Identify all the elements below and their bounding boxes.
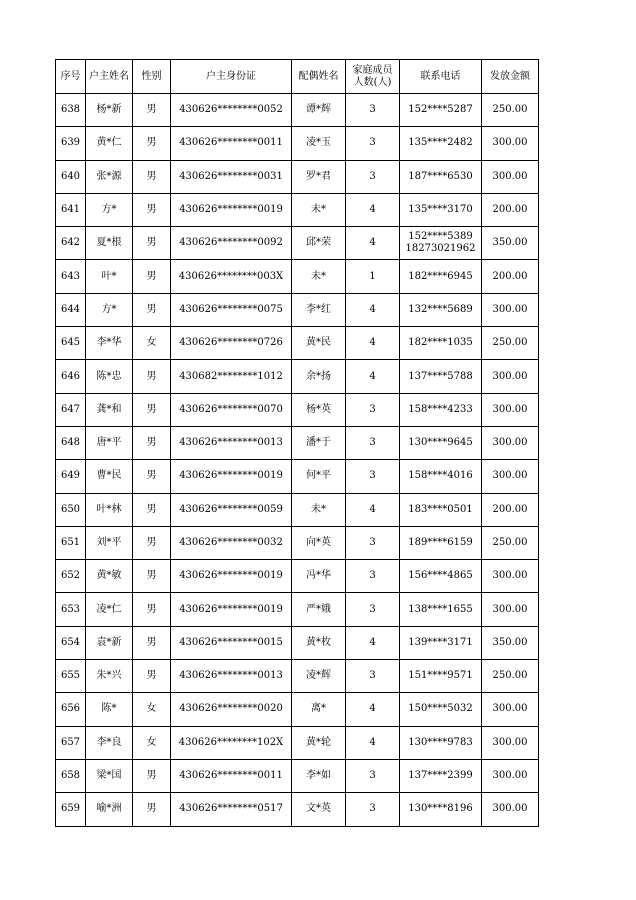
cell-name: 朱*兴 (86, 660, 133, 693)
cell-household-size: 3 (346, 426, 400, 459)
cell-spouse: 潘*于 (292, 426, 346, 459)
cell-phone (400, 260, 482, 293)
cell-household-size: 4 (346, 327, 400, 360)
phone-number: 137****2399 (408, 770, 473, 782)
table-row (56, 726, 539, 759)
cell-seq: 659 (56, 793, 86, 826)
cell-name: 唐*平 (86, 426, 133, 459)
phone-number: 135****3170 (408, 204, 473, 216)
cell-id-number: 430626********0059 (171, 493, 292, 526)
table-row (56, 793, 539, 826)
table-row (56, 493, 539, 526)
cell-household-size: 3 (346, 127, 400, 160)
cell-name: 李*良 (86, 726, 133, 759)
cell-gender: 男 (133, 260, 171, 293)
cell-gender: 男 (133, 759, 171, 792)
cell-name: 夏*根 (86, 227, 133, 260)
cell-phone (400, 726, 482, 759)
phone-number: 137****5788 (408, 370, 473, 382)
cell-household-size: 3 (346, 526, 400, 559)
header-amount: 发放金额 (482, 60, 539, 94)
cell-household-size: 3 (346, 560, 400, 593)
cell-household-size: 3 (346, 393, 400, 426)
cell-spouse: 李*如 (292, 759, 346, 792)
phone-number: 182****1035 (408, 337, 473, 349)
header-id-number: 户主身份证 (171, 60, 292, 94)
header-name: 户主姓名 (86, 60, 133, 94)
cell-household-size: 3 (346, 759, 400, 792)
cell-seq: 638 (56, 94, 86, 127)
phone-number: 151****9571 (408, 670, 473, 682)
cell-spouse: 文*英 (292, 793, 346, 826)
cell-spouse: 黄*枚 (292, 626, 346, 659)
cell-amount: 300.00 (482, 759, 539, 792)
cell-name: 梁*国 (86, 759, 133, 792)
cell-id-number: 430626********0019 (171, 460, 292, 493)
cell-amount: 350.00 (482, 626, 539, 659)
cell-phone (400, 193, 482, 226)
cell-seq: 656 (56, 693, 86, 726)
cell-gender: 女 (133, 693, 171, 726)
cell-household-size: 4 (346, 360, 400, 393)
cell-gender: 男 (133, 626, 171, 659)
phone-number: 189****6159 (408, 537, 473, 548)
cell-amount: 300.00 (482, 426, 539, 459)
cell-id-number: 430626********102X (171, 726, 292, 759)
cell-household-size: 4 (346, 726, 400, 759)
cell-gender: 男 (133, 793, 171, 826)
cell-gender: 男 (133, 227, 171, 260)
phone-number: 182****6945 (408, 270, 473, 282)
cell-phone (400, 660, 482, 693)
cell-id-number: 430626********0092 (171, 227, 292, 260)
table-row (56, 94, 539, 127)
phone-number: 130****9645 (408, 437, 473, 449)
cell-name: 陈*忠 (86, 360, 133, 393)
cell-phone (400, 360, 482, 393)
cell-gender: 男 (133, 127, 171, 160)
header-gender: 性别 (133, 60, 171, 94)
cell-name: 李*华 (86, 327, 133, 360)
cell-spouse: 凌*玉 (292, 127, 346, 160)
cell-phone (400, 526, 482, 559)
cell-gender: 男 (133, 393, 171, 426)
header-row (56, 60, 539, 94)
cell-amount: 300.00 (482, 793, 539, 826)
cell-amount: 250.00 (482, 660, 539, 693)
cell-gender: 男 (133, 193, 171, 226)
table-row (56, 660, 539, 693)
cell-spouse: 严*娥 (292, 593, 346, 626)
cell-phone (400, 493, 482, 526)
phone-number: 18273021962 (405, 243, 476, 255)
cell-spouse: 冯*华 (292, 560, 346, 593)
cell-name: 叶*林 (86, 493, 133, 526)
phone-number: 156****4865 (408, 570, 473, 582)
cell-seq: 657 (56, 726, 86, 759)
cell-seq: 644 (56, 293, 86, 326)
header-household-line2: 人数(人) (353, 76, 392, 88)
document-sheet (55, 59, 538, 827)
phone-number: 139****3171 (408, 636, 473, 648)
cell-id-number: 430626********0019 (171, 560, 292, 593)
cell-household-size: 4 (346, 293, 400, 326)
phone-number: 158****4016 (408, 470, 473, 482)
cell-spouse: 未* (292, 493, 346, 526)
table-row (56, 293, 539, 326)
cell-amount: 300.00 (482, 693, 539, 726)
cell-amount: 300.00 (482, 726, 539, 759)
cell-household-size: 4 (346, 693, 400, 726)
cell-spouse: 凌*辉 (292, 660, 346, 693)
table-row (56, 626, 539, 659)
cell-id-number: 430626********0019 (171, 593, 292, 626)
cell-household-size: 4 (346, 493, 400, 526)
table-row (56, 327, 539, 360)
cell-household-size: 3 (346, 160, 400, 193)
table-row (56, 426, 539, 459)
table-row (56, 759, 539, 792)
header-phone: 联系电话 (400, 60, 482, 94)
cell-name: 陈* (86, 693, 133, 726)
cell-seq: 654 (56, 626, 86, 659)
cell-seq: 639 (56, 127, 86, 160)
cell-gender: 女 (133, 327, 171, 360)
cell-id-number: 430626********0013 (171, 660, 292, 693)
cell-id-number: 430626********0031 (171, 160, 292, 193)
cell-spouse: 邱*荣 (292, 227, 346, 260)
phone-number: 187****6530 (408, 170, 473, 182)
header-household (346, 60, 400, 94)
cell-amount: 300.00 (482, 360, 539, 393)
cell-amount: 200.00 (482, 493, 539, 526)
cell-name: 龚*和 (86, 393, 133, 426)
cell-name: 刘*平 (86, 526, 133, 559)
cell-phone (400, 127, 482, 160)
cell-amount: 250.00 (482, 94, 539, 127)
cell-seq: 646 (56, 360, 86, 393)
cell-gender: 男 (133, 360, 171, 393)
cell-spouse: 何*平 (292, 460, 346, 493)
cell-name: 袁*新 (86, 626, 133, 659)
table-row (56, 260, 539, 293)
cell-gender: 男 (133, 493, 171, 526)
phone-number: 152****5287 (408, 104, 473, 116)
cell-seq: 647 (56, 393, 86, 426)
table-row (56, 560, 539, 593)
cell-spouse: 李*红 (292, 293, 346, 326)
table-row (56, 393, 539, 426)
table-row (56, 693, 539, 726)
cell-name: 方* (86, 293, 133, 326)
cell-phone (400, 626, 482, 659)
cell-id-number: 430626********0726 (171, 327, 292, 360)
cell-seq: 658 (56, 759, 86, 792)
cell-phone (400, 160, 482, 193)
cell-seq: 651 (56, 526, 86, 559)
cell-name: 喻*洲 (86, 793, 133, 826)
phone-number: 130****8196 (408, 803, 473, 815)
cell-amount: 250.00 (482, 327, 539, 360)
table-row (56, 193, 539, 226)
table-row (56, 160, 539, 193)
cell-gender: 男 (133, 593, 171, 626)
phone-number: 130****9783 (408, 736, 473, 748)
cell-id-number: 430626********0070 (171, 393, 292, 426)
phone-number: 152****5389 (408, 231, 473, 243)
cell-gender: 男 (133, 526, 171, 559)
cell-spouse: 向*英 (292, 526, 346, 559)
cell-seq: 649 (56, 460, 86, 493)
cell-id-number: 430682********1012 (171, 360, 292, 393)
cell-phone (400, 227, 482, 260)
cell-seq: 648 (56, 426, 86, 459)
cell-amount: 300.00 (482, 460, 539, 493)
cell-id-number: 430626********0011 (171, 759, 292, 792)
cell-household-size: 3 (346, 793, 400, 826)
phone-number: 135****2482 (408, 137, 473, 149)
cell-phone (400, 293, 482, 326)
cell-household-size: 4 (346, 193, 400, 226)
cell-id-number: 430626********003X (171, 260, 292, 293)
cell-seq: 642 (56, 227, 86, 260)
cell-spouse: 离* (292, 693, 346, 726)
cell-seq: 640 (56, 160, 86, 193)
table-row (56, 526, 539, 559)
cell-household-size: 3 (346, 593, 400, 626)
cell-household-size: 4 (346, 227, 400, 260)
table-row (56, 593, 539, 626)
header-household-line1: 家庭成员 (352, 64, 393, 76)
cell-seq: 653 (56, 593, 86, 626)
cell-name: 杨*新 (86, 94, 133, 127)
header-seq: 序号 (56, 60, 86, 94)
cell-amount: 300.00 (482, 293, 539, 326)
cell-name: 黄*仁 (86, 127, 133, 160)
phone-number: 158****4233 (408, 403, 473, 415)
cell-spouse: 杨*英 (292, 393, 346, 426)
header-spouse: 配偶姓名 (292, 60, 346, 94)
cell-gender: 男 (133, 293, 171, 326)
cell-phone (400, 426, 482, 459)
cell-amount: 200.00 (482, 260, 539, 293)
cell-spouse: 罗*君 (292, 160, 346, 193)
cell-seq: 650 (56, 493, 86, 526)
cell-phone (400, 593, 482, 626)
cell-name: 方* (86, 193, 133, 226)
cell-seq: 645 (56, 327, 86, 360)
cell-id-number: 430626********0052 (171, 94, 292, 127)
cell-id-number: 430626********0013 (171, 426, 292, 459)
cell-gender: 女 (133, 726, 171, 759)
cell-phone (400, 94, 482, 127)
cell-id-number: 430626********0020 (171, 693, 292, 726)
cell-gender: 男 (133, 160, 171, 193)
phone-number: 138****1655 (408, 603, 473, 615)
cell-spouse: 谭*辉 (292, 94, 346, 127)
household-table (55, 59, 539, 827)
cell-gender: 男 (133, 426, 171, 459)
cell-phone (400, 793, 482, 826)
table-row (56, 227, 539, 260)
table-row (56, 127, 539, 160)
cell-gender: 男 (133, 560, 171, 593)
cell-gender: 男 (133, 660, 171, 693)
cell-household-size: 1 (346, 260, 400, 293)
cell-name: 凌*仁 (86, 593, 133, 626)
cell-seq: 652 (56, 560, 86, 593)
cell-gender: 男 (133, 460, 171, 493)
cell-seq: 641 (56, 193, 86, 226)
cell-household-size: 4 (346, 626, 400, 659)
cell-amount: 300.00 (482, 127, 539, 160)
cell-phone (400, 460, 482, 493)
table-body (56, 94, 539, 827)
cell-id-number: 430626********0019 (171, 193, 292, 226)
cell-spouse: 未* (292, 193, 346, 226)
cell-amount: 300.00 (482, 560, 539, 593)
table-row (56, 460, 539, 493)
cell-spouse: 未* (292, 260, 346, 293)
cell-spouse: 余*扬 (292, 360, 346, 393)
cell-seq: 643 (56, 260, 86, 293)
cell-household-size: 3 (346, 460, 400, 493)
cell-id-number: 430626********0075 (171, 293, 292, 326)
cell-amount: 300.00 (482, 393, 539, 426)
cell-spouse: 黄*民 (292, 327, 346, 360)
cell-amount: 300.00 (482, 593, 539, 626)
cell-amount: 350.00 (482, 227, 539, 260)
phone-number: 150****5032 (408, 703, 473, 715)
cell-amount: 300.00 (482, 160, 539, 193)
cell-id-number: 430626********0015 (171, 626, 292, 659)
cell-amount: 250.00 (482, 526, 539, 559)
cell-name: 叶* (86, 260, 133, 293)
cell-name: 张*源 (86, 160, 133, 193)
cell-household-size: 3 (346, 660, 400, 693)
cell-id-number: 430626********0011 (171, 127, 292, 160)
cell-name: 黄*敏 (86, 560, 133, 593)
cell-gender: 男 (133, 94, 171, 127)
cell-spouse: 黄*轮 (292, 726, 346, 759)
cell-name: 曹*民 (86, 460, 133, 493)
phone-number: 183****0501 (408, 503, 473, 515)
table-row (56, 360, 539, 393)
cell-household-size: 3 (346, 94, 400, 127)
cell-seq: 655 (56, 660, 86, 693)
cell-phone (400, 393, 482, 426)
cell-phone (400, 759, 482, 792)
phone-number: 132****5689 (408, 303, 473, 315)
cell-amount: 200.00 (482, 193, 539, 226)
cell-phone (400, 327, 482, 360)
cell-id-number: 430626********0517 (171, 793, 292, 826)
cell-phone (400, 693, 482, 726)
cell-id-number: 430626********0032 (171, 526, 292, 559)
cell-phone (400, 560, 482, 593)
